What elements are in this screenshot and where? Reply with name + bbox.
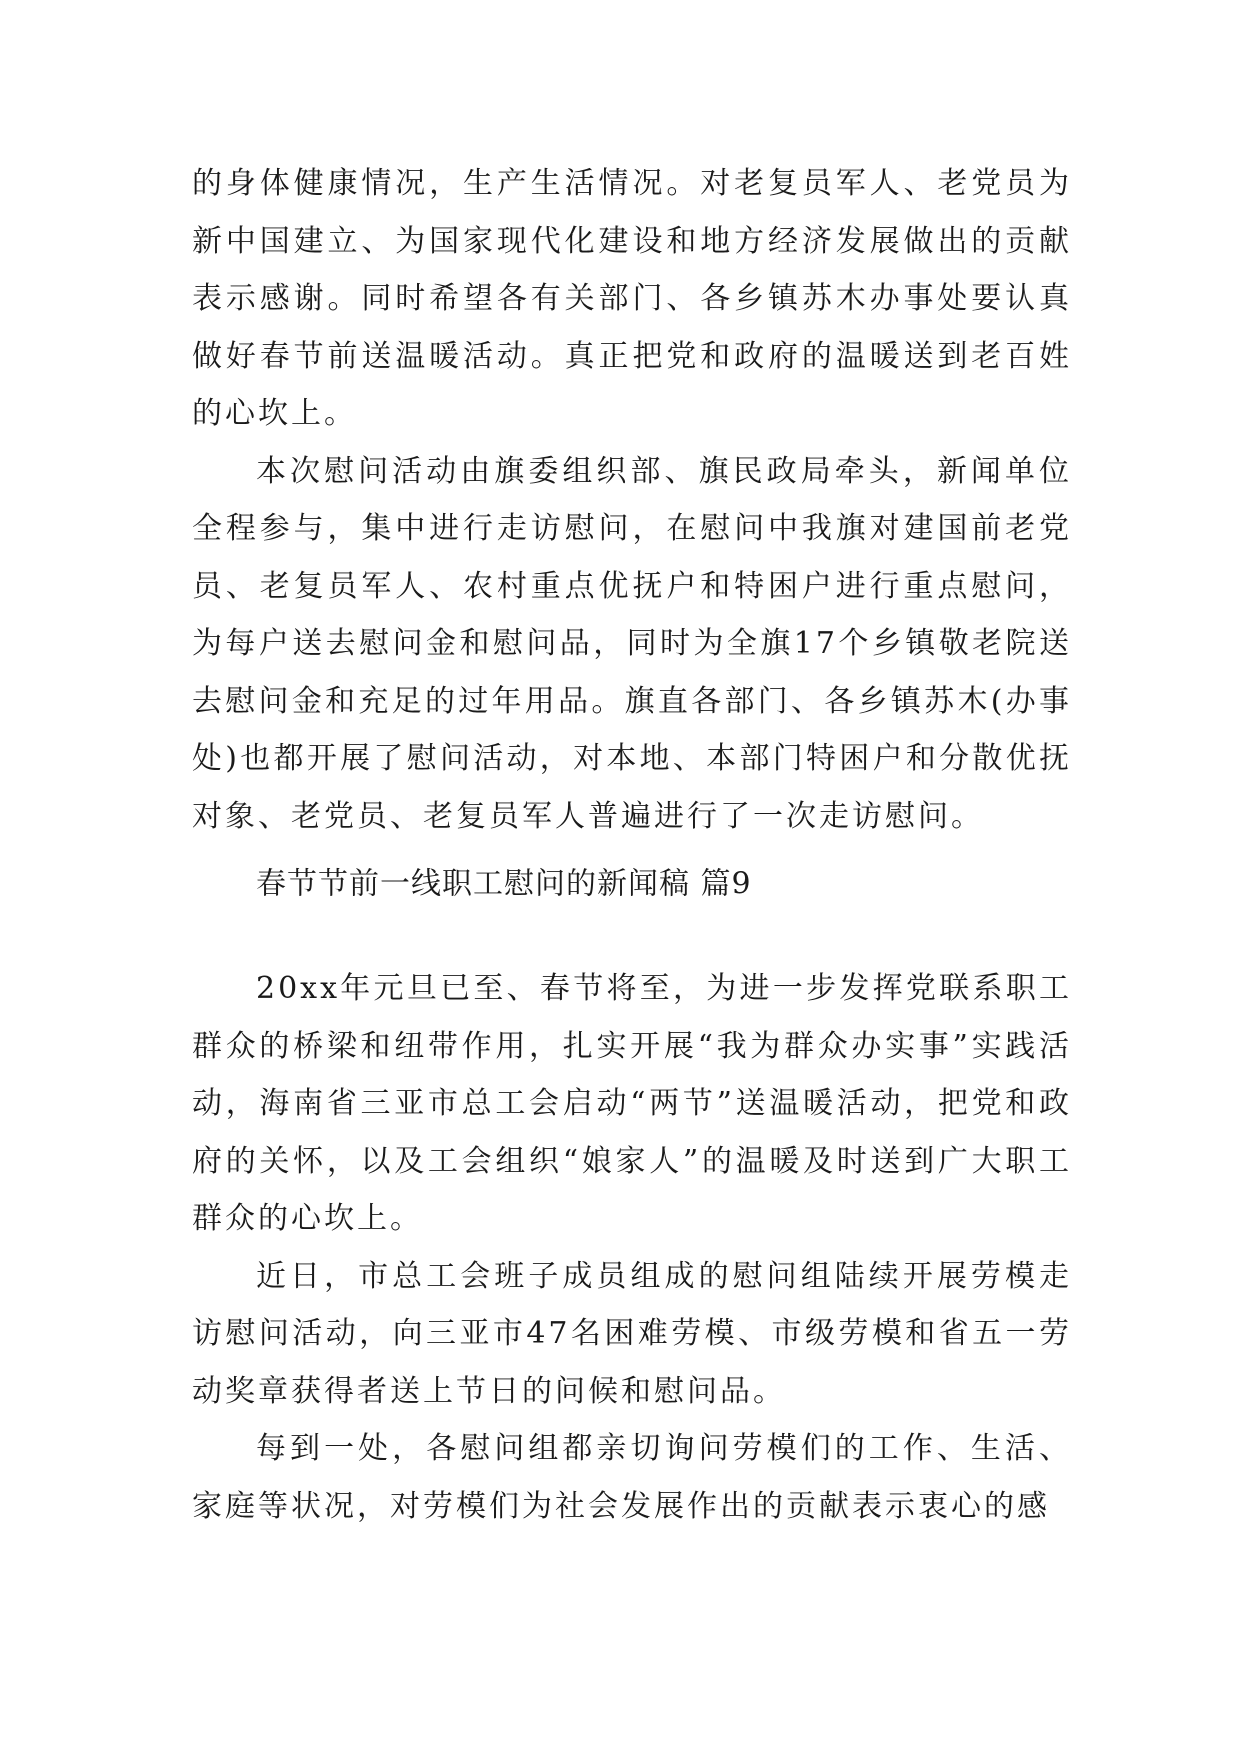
paragraph-model-worker-visits: 近日，市总工会班子成员组成的慰问组陆续开展劳模走访慰问活动，向三亚市47名困难劳模、市级劳模和省五一劳动奖章获得者送上节日的问候和慰问品。 [192,1258,1072,1409]
section-heading: 春节节前一线职工慰问的新闻稿 篇9 [256,866,752,902]
body-text-top [192,155,1072,845]
paragraph-visit-details: 每到一处，各慰问组都亲切询问劳模们的工作、生活、家庭等状况，对劳模们为社会发展作出的贡献表示衷心的感 [192,1431,1072,1524]
paragraph-condolence-activity: 本次慰问活动由旗委组织部、旗民政局牵头，新闻单位全程参与，集中进行走访慰问，在慰问中我旗对建国前老党员、老复员军人、农村重点优抚户和特困户进行重点慰问，为每户送去慰问金和慰问品，同时为全旗17个乡镇敬老院送去慰问金和充足的过年用品。旗直各部门、各乡镇苏木(办事处)也都开展了慰问活动，对本地、本部门特困户和分散优抚对象、老党员、老复员军人普遍进行了一次走访慰问。 [192,453,1072,834]
body-text-bottom [192,960,1072,1535]
paragraph-continuation: 的身体健康情况，生产生活情况。对老复员军人、老党员为新中国建立、为国家现代化建设和地方经济发展做出的贡献表示感谢。同时希望各有关部门、各乡镇苏木办事处要认真做好春节前送温暖活动。真正把党和政府的温暖送到老百姓的心坎上。 [192,166,1072,431]
paragraph-new-year-intro: 20xx年元旦已至、春节将至，为进一步发挥党联系职工群众的桥梁和纽带作用，扎实开展“我为群众办实事”实践活动，海南省三亚市总工会启动“两节”送温暖活动，把党和政府的关怀，以及工会组织“娘家人”的温暖及时送到广大职工群众的心坎上。 [192,971,1072,1236]
